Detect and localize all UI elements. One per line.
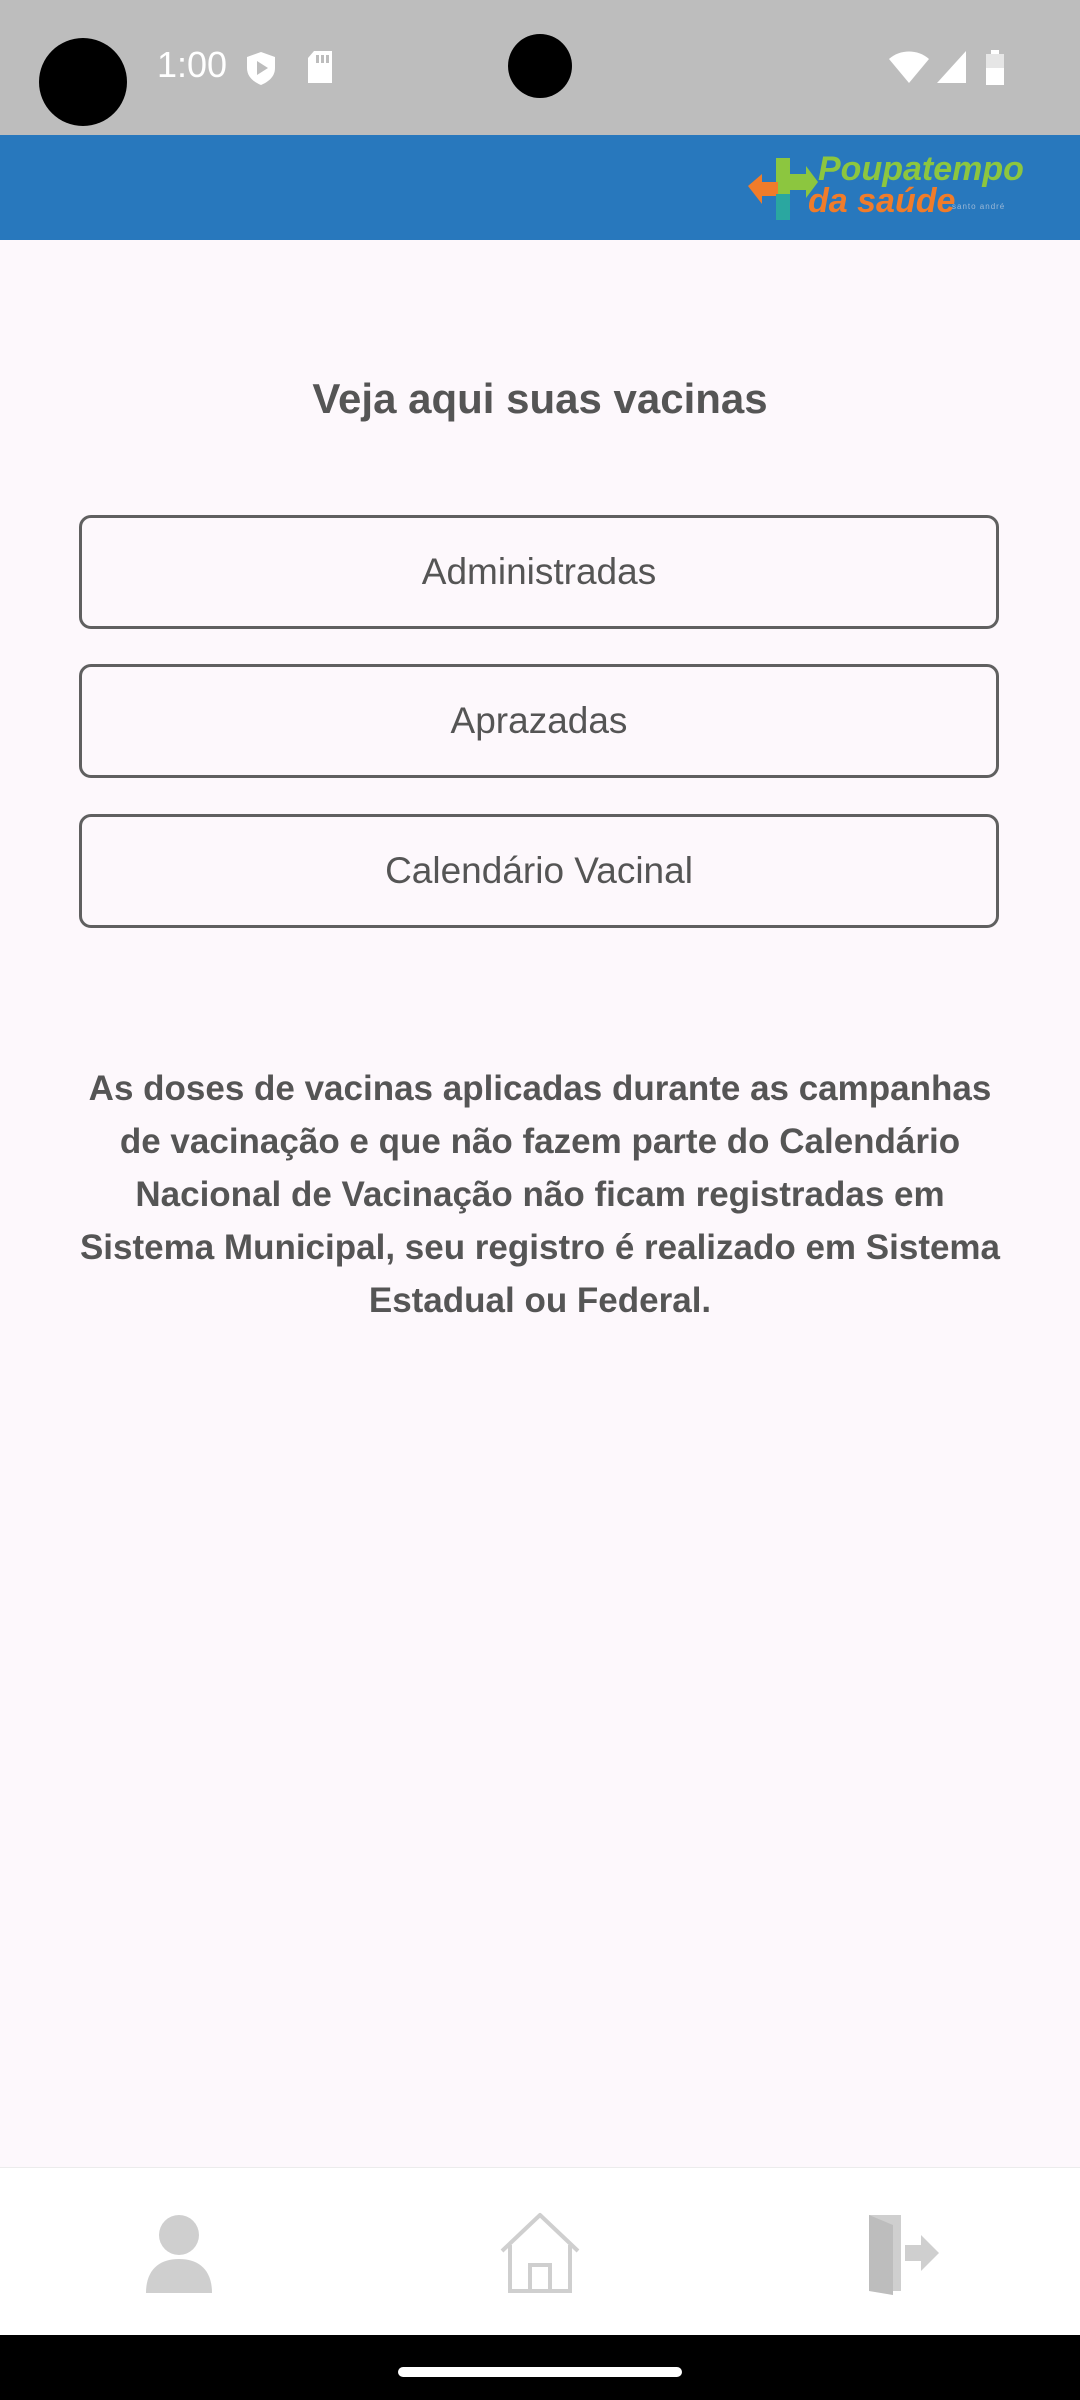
battery-icon <box>984 50 1006 86</box>
aprazadas-button[interactable]: Aprazadas <box>79 664 999 778</box>
nav-profile[interactable] <box>124 2198 234 2308</box>
status-time: 1:00 <box>157 44 228 85</box>
page-title: Veja aqui suas vacinas <box>312 375 768 422</box>
status-bar <box>0 0 1080 135</box>
camera-cutout <box>39 38 127 126</box>
play-protect-icon <box>244 50 278 86</box>
home-gesture-handle[interactable] <box>398 2367 682 2377</box>
logo-tagline: santo andré <box>952 202 1006 211</box>
logo-text-bottom: da saúde <box>808 182 956 220</box>
sd-card-icon <box>306 50 334 84</box>
vaccination-notice: As doses de vacinas aplicadas durante as campanhas de vacinação e que não fazem parte do Calendário Nacional de Vacinação não ficam registradas em Sistema Municipal, seu registro é realizado em Sistema Estadual ou Federal. <box>79 1069 1001 1320</box>
logout-icon <box>861 2211 941 2295</box>
wifi-icon <box>888 50 930 84</box>
home-icon <box>498 2211 582 2295</box>
front-camera <box>508 34 572 98</box>
system-nav-bar <box>0 2335 1080 2400</box>
nav-logout[interactable] <box>846 2198 956 2308</box>
person-icon <box>144 2213 214 2293</box>
nav-home[interactable] <box>485 2198 595 2308</box>
signal-icon <box>936 50 968 84</box>
administradas-button[interactable]: Administradas <box>79 515 999 629</box>
logo-text-top: Poupatempo <box>818 150 1024 188</box>
bottom-nav <box>0 2167 1080 2336</box>
calendario-vacinal-button[interactable]: Calendário Vacinal <box>79 814 999 928</box>
poupatempo-logo <box>748 150 1026 226</box>
